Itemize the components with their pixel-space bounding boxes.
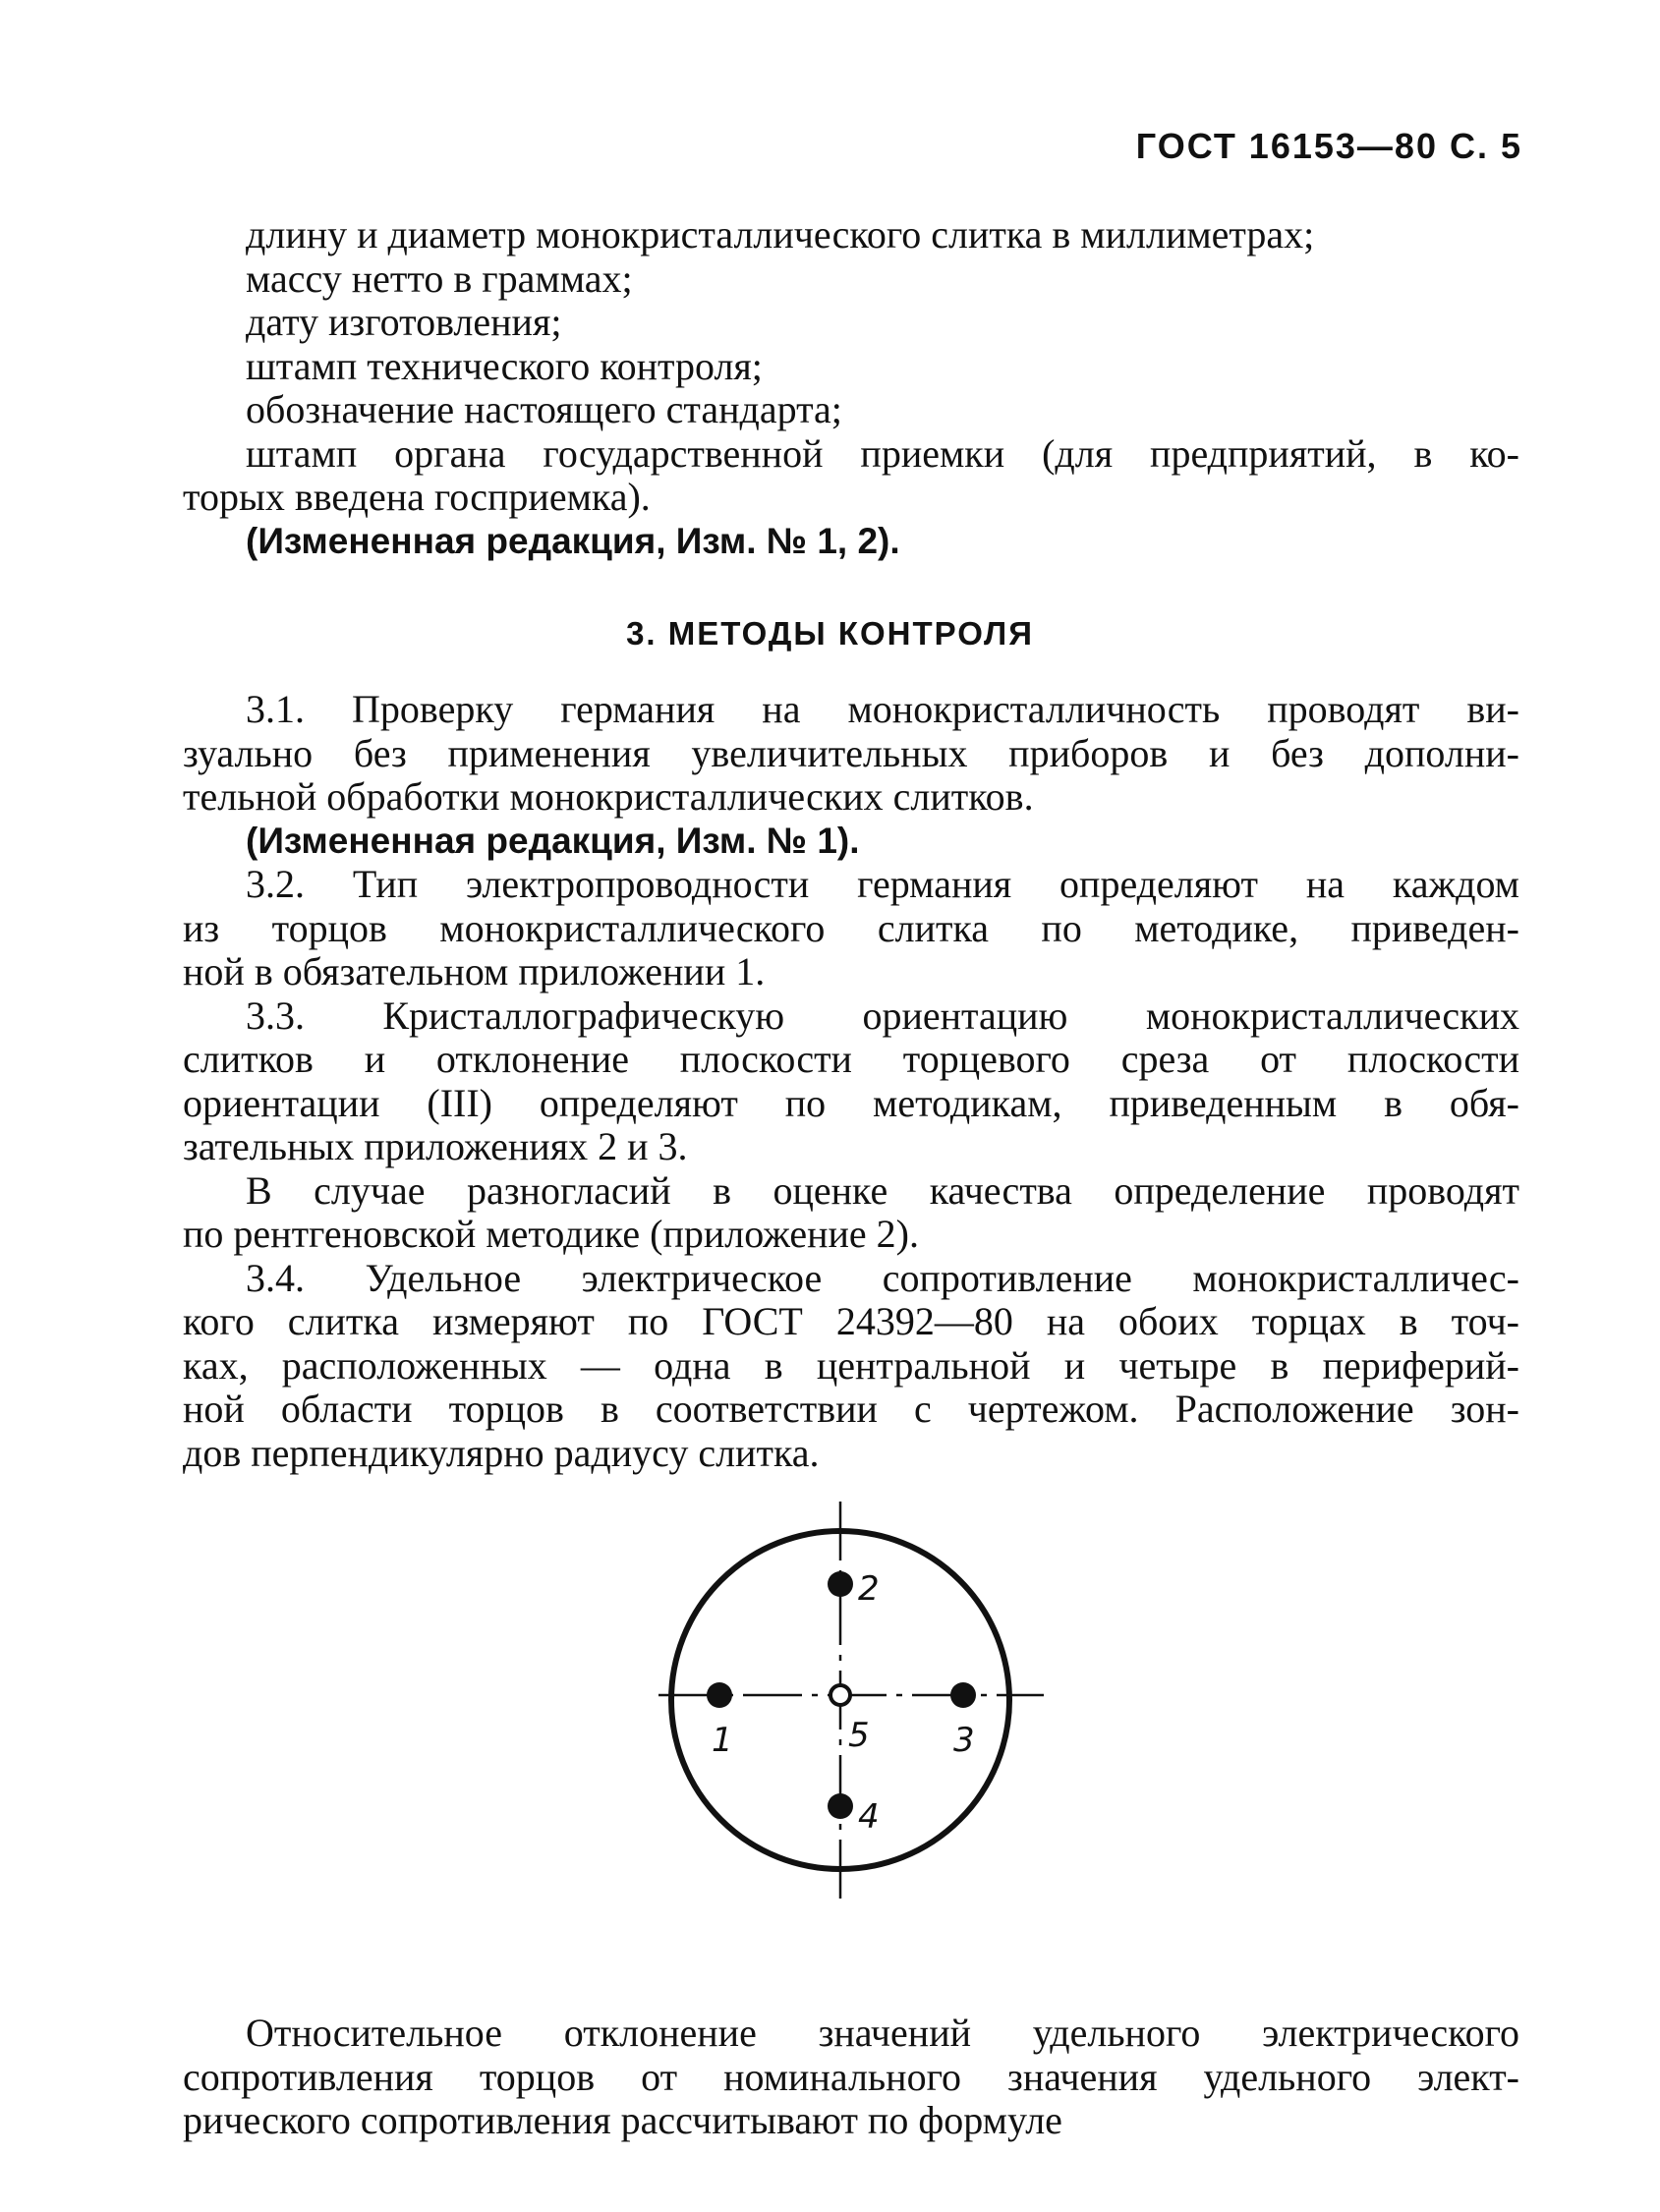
paragraph-3-2-line: 3.2. Тип электропроводности германия определяют на каждом <box>246 862 1519 906</box>
section-title: 3. МЕТОДЫ КОНТРОЛЯ <box>626 615 1034 652</box>
paragraph-3-1-line: зуально без применения увеличительных приборов и без дополни- <box>183 730 1519 775</box>
marking-line: длину и диаметр монокристаллического слитка в миллиметрах; <box>246 212 1315 256</box>
amendment-note: (Измененная редакция, Изм. № 1, 2). <box>246 520 900 561</box>
page-header: ГОСТ 16153—80 С. 5 <box>1135 126 1522 166</box>
point-label-1: 1 <box>712 1721 733 1760</box>
closing-line: сопротивления торцов от номинального значения удельного элект- <box>183 2054 1519 2099</box>
closing-line: Относительное отклонение значений удельного электрического <box>246 2011 1519 2055</box>
marking-line: обозначение настоящего стандарта; <box>246 387 842 431</box>
probe-point-3 <box>950 1682 976 1708</box>
point-label-4: 4 <box>858 1797 880 1837</box>
paragraph-3-4-line: дов перпендикулярно радиусу слитка. <box>183 1430 820 1475</box>
probe-layout-diagram <box>658 1494 1052 1906</box>
probe-point-1 <box>707 1682 732 1708</box>
paragraph-3-4-line: ной области торцов в соответствии с чертежом. Расположение зон- <box>183 1387 1519 1431</box>
marking-list <box>183 213 1519 563</box>
paragraph-3-3-line: 3.3. Кристаллографическую ориентацию монокристаллических <box>246 993 1519 1038</box>
paragraph-3-3-line: ориентации (III) определяют по методикам, приведенным в обя- <box>183 1080 1519 1125</box>
amendment-note: (Измененная редакция, Изм. № 1). <box>246 820 860 861</box>
paragraph-3-4-line: кого слитка измеряют по ГОСТ 24392—80 на обоих торцах в точ- <box>183 1299 1519 1343</box>
probe-point-2 <box>828 1571 853 1597</box>
probe-point-4 <box>828 1793 853 1819</box>
closing-paragraph <box>183 2012 1519 2143</box>
marking-line: дату изготовления; <box>246 300 562 344</box>
marking-line: торых введена госприемка). <box>183 475 651 519</box>
probe-point-5 <box>830 1685 850 1705</box>
marking-line: штамп органа государственной приемки (для предприятий, в ко- <box>246 430 1519 476</box>
paragraph-3-3b-line: В случае разногласий в оценке качества определение проводят <box>246 1167 1519 1213</box>
paragraph-3-3-line: зательных приложениях 2 и 3. <box>183 1124 688 1168</box>
paragraph-3-3-line: слитков и отклонение плоскости торцевого среза от плоскости <box>183 1037 1519 1081</box>
point-label-3: 3 <box>953 1721 975 1760</box>
section-body <box>183 688 1519 1475</box>
point-label-5: 5 <box>848 1716 870 1755</box>
paragraph-3-1-line: 3.1. Проверку германия на монокристалличность проводят ви- <box>246 687 1519 731</box>
paragraph-3-1-line: тельной обработки монокристаллических слитков. <box>183 774 1034 819</box>
paragraph-3-3b-line: по рентгеновской методике (приложение 2). <box>183 1212 919 1256</box>
paragraph-3-4-line: ках, расположенных — одна в центральной и четыре в периферий- <box>183 1342 1519 1388</box>
closing-line: рического сопротивления рассчитывают по формуле <box>183 2098 1062 2142</box>
paragraph-3-2-line: ной в обязательном приложении 1. <box>183 949 766 993</box>
marking-line: массу нетто в граммах; <box>246 255 633 301</box>
point-label-2: 2 <box>858 1569 880 1609</box>
marking-line: штамп технического контроля; <box>246 343 763 388</box>
paragraph-3-4-line: 3.4. Удельное электрическое сопротивление монокристалличес- <box>246 1255 1519 1300</box>
paragraph-3-2-line: из торцов монокристаллического слитка по методике, приведен- <box>183 905 1519 950</box>
